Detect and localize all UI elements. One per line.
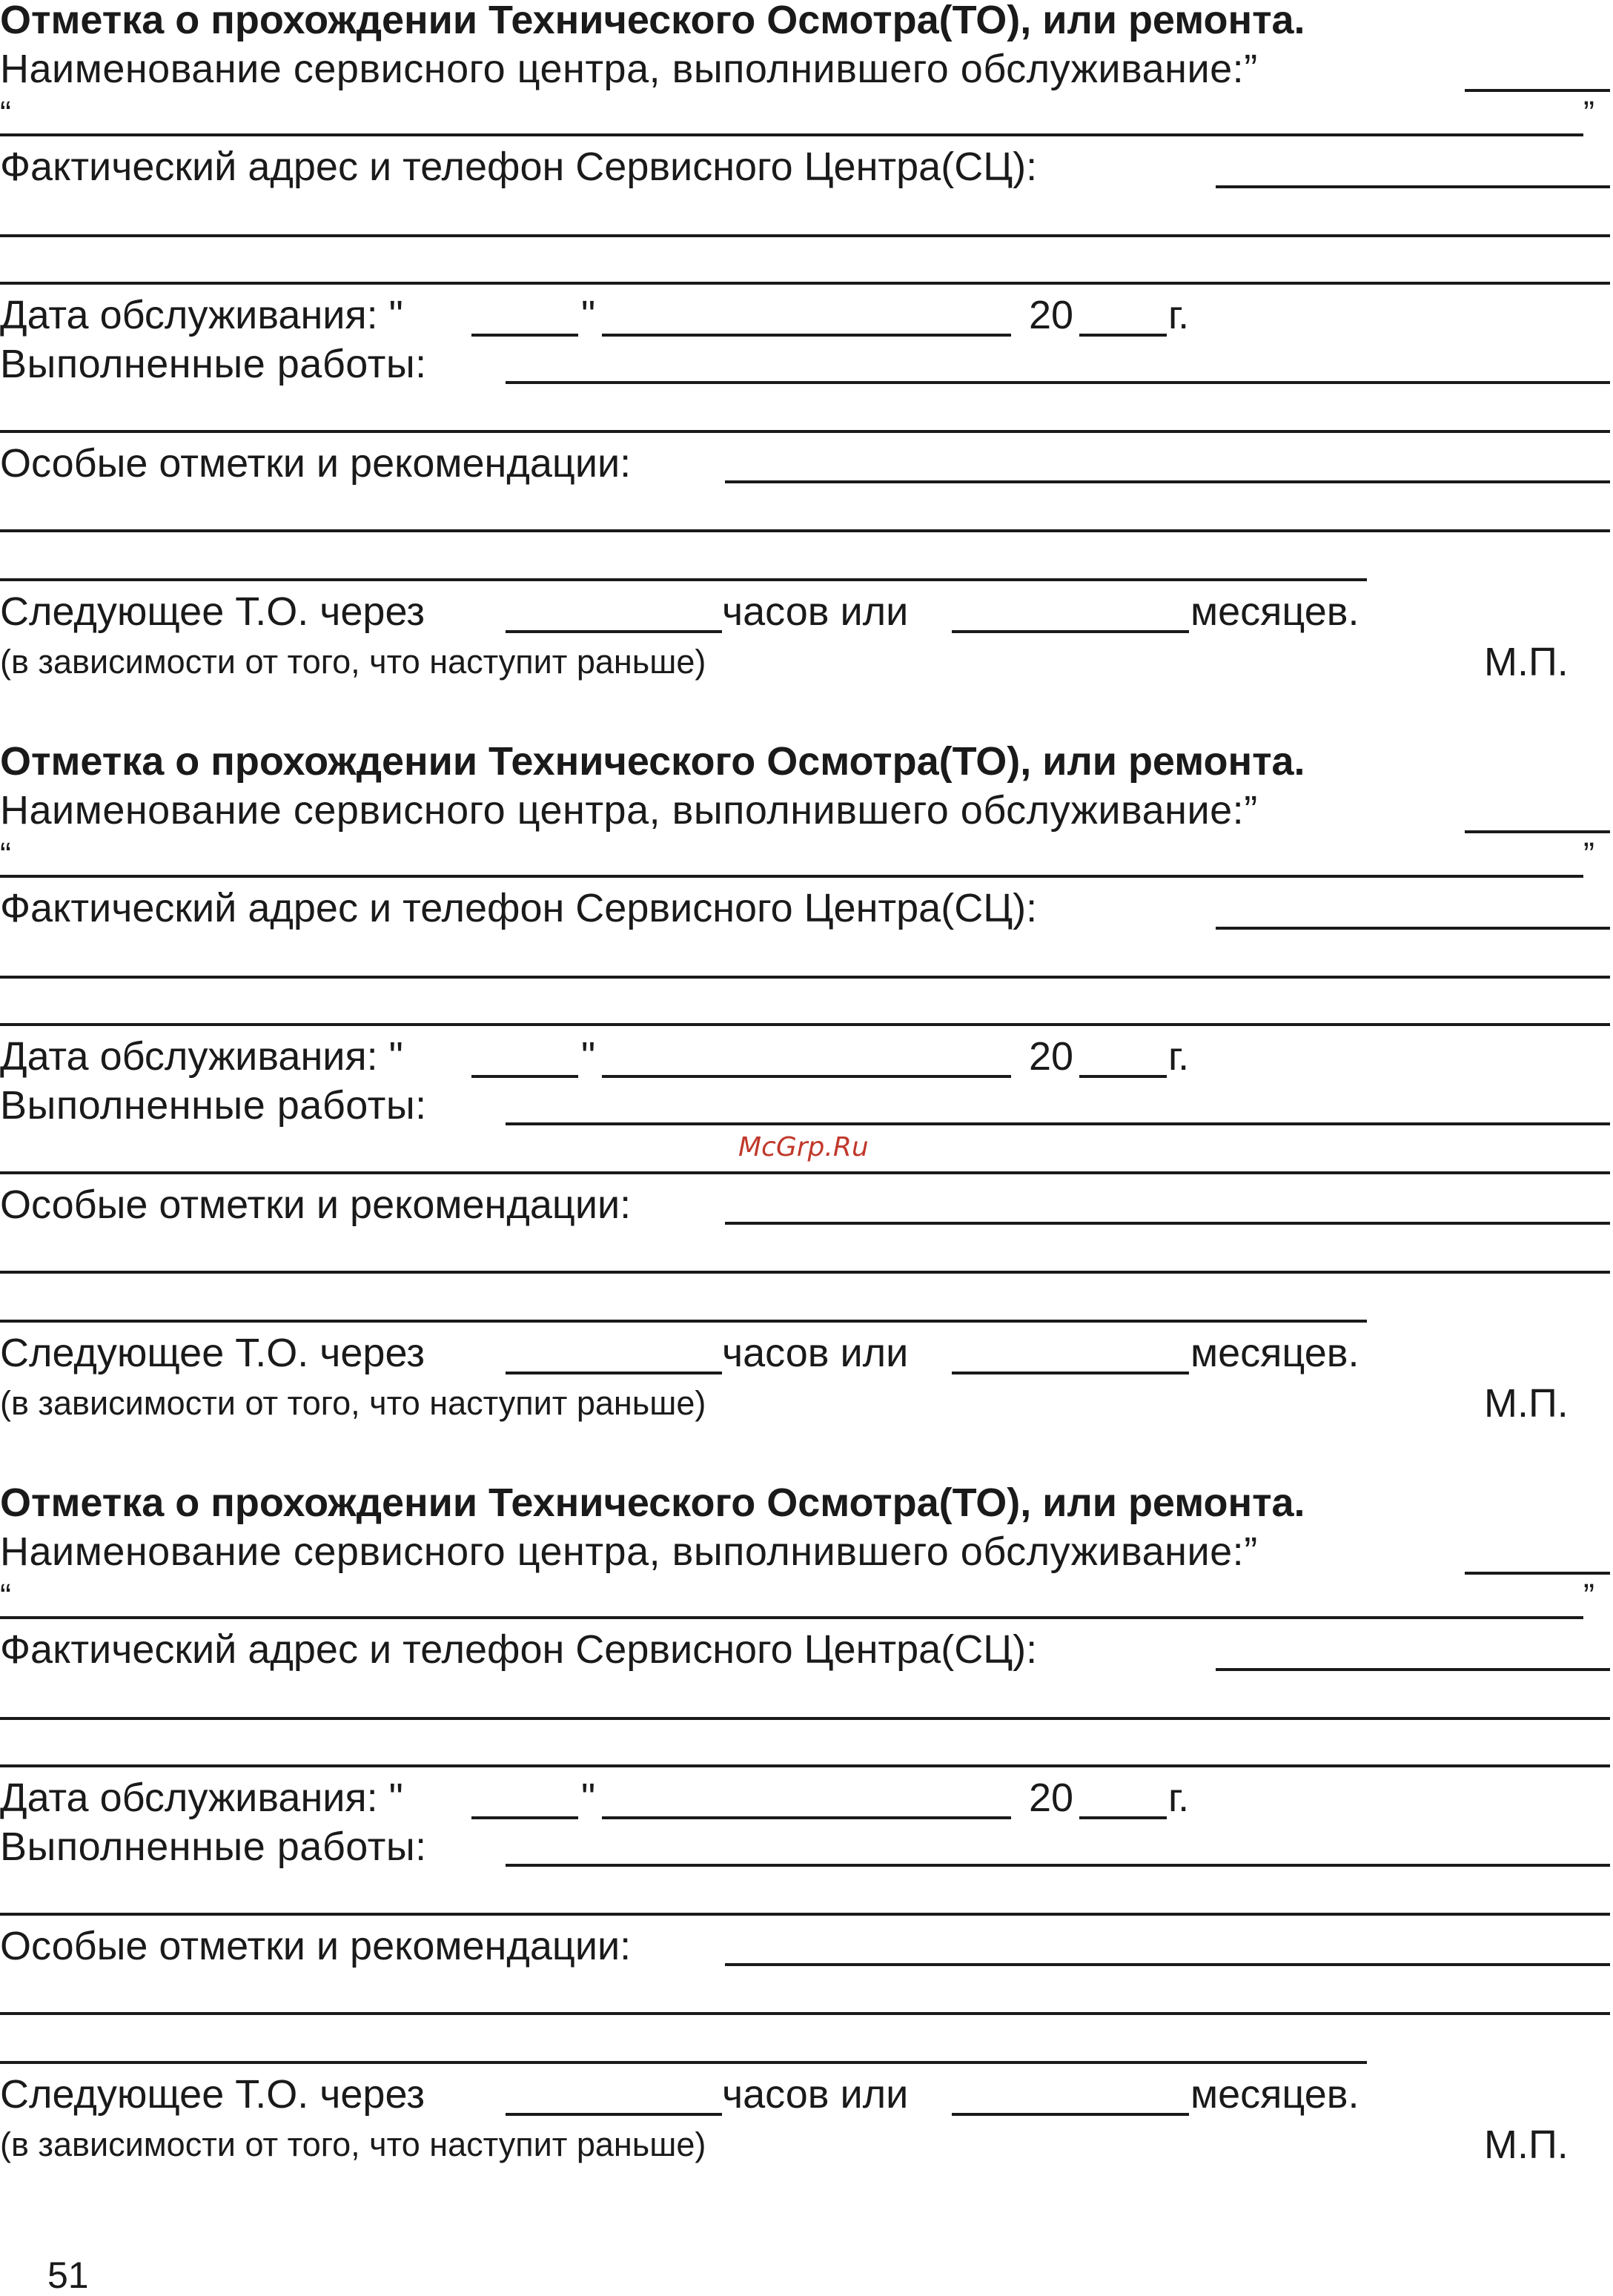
- close-quote: ”: [1583, 94, 1594, 132]
- notes-field-start[interactable]: [725, 1222, 1610, 1225]
- next-to-months-field[interactable]: [952, 1372, 1189, 1374]
- date-quote-close: ": [581, 1776, 596, 1820]
- notes-label: Особые отметки и рекомендации:: [0, 1924, 632, 1968]
- maintenance-record-block-2: [0, 741, 1613, 1483]
- open-quote: “: [0, 836, 11, 873]
- next-to-hours-field[interactable]: [506, 2113, 722, 2116]
- date-label: Дата обслуживания: ": [0, 1776, 403, 1820]
- maintenance-record-block-1: [0, 0, 1613, 741]
- address-label: Фактический адрес и телефон Сервисного Центра(СЦ):: [0, 886, 1038, 930]
- notes-field-line-3[interactable]: [0, 2061, 1367, 2064]
- date-quote-close: ": [581, 293, 596, 337]
- watermark: McGrp.Ru: [738, 1132, 869, 1162]
- year-suffix: г.: [1168, 293, 1190, 337]
- notes-field-line-2[interactable]: [0, 2012, 1610, 2015]
- works-label: Выполненные работы:: [0, 1824, 427, 1869]
- service-center-name-field-start[interactable]: [1465, 89, 1610, 92]
- works-field-line-2[interactable]: [0, 430, 1610, 433]
- date-label: Дата обслуживания: ": [0, 293, 403, 337]
- notes-label: Особые отметки и рекомендации:: [0, 441, 632, 486]
- date-quote-close: ": [581, 1034, 596, 1079]
- close-quote: ”: [1583, 836, 1594, 873]
- next-to-label: Следующее Т.О. через: [0, 589, 425, 634]
- works-label: Выполненные работы:: [0, 1083, 427, 1128]
- months-label: месяцев.: [1190, 589, 1359, 634]
- notes-field-line-2[interactable]: [0, 529, 1610, 532]
- notes-field-line-3[interactable]: [0, 1320, 1367, 1323]
- address-field-line-3[interactable]: [0, 1023, 1610, 1026]
- works-field-start[interactable]: [506, 1864, 1610, 1867]
- stamp-label: М.П.: [1484, 1381, 1569, 1426]
- notes-field-line-3[interactable]: [0, 578, 1367, 581]
- service-center-name-field[interactable]: [0, 875, 1583, 878]
- page-number: 51: [47, 2254, 89, 2296]
- address-field-line-2[interactable]: [0, 976, 1610, 979]
- address-field-line-3[interactable]: [0, 282, 1610, 285]
- open-quote: “: [0, 1577, 11, 1615]
- notes-field-line-2[interactable]: [0, 1271, 1610, 1274]
- year-suffix: г.: [1168, 1776, 1190, 1820]
- address-field-start[interactable]: [1216, 185, 1610, 188]
- open-quote: “: [0, 94, 11, 132]
- next-to-months-field[interactable]: [952, 630, 1189, 633]
- date-day-field[interactable]: [471, 334, 578, 337]
- address-label: Фактический адрес и телефон Сервисного Центра(СЦ):: [0, 145, 1038, 189]
- stamp-label: М.П.: [1484, 2123, 1569, 2167]
- service-center-name-field-start[interactable]: [1465, 1572, 1610, 1575]
- close-quote: ”: [1583, 1577, 1594, 1615]
- service-center-name-field-start[interactable]: [1465, 830, 1610, 833]
- address-field-line-2[interactable]: [0, 1717, 1610, 1720]
- hours-label: часов или: [722, 1331, 909, 1375]
- months-label: месяцев.: [1190, 1331, 1359, 1375]
- works-field-start[interactable]: [506, 1122, 1610, 1125]
- block-title: Отметка о прохождении Технического Осмотра(ТО), или ремонта.: [0, 1481, 1305, 1525]
- service-center-name-field[interactable]: [0, 133, 1583, 136]
- next-to-months-field[interactable]: [952, 2113, 1189, 2116]
- months-label: месяцев.: [1190, 2072, 1359, 2117]
- address-field-start[interactable]: [1216, 927, 1610, 930]
- works-field-line-2[interactable]: [0, 1171, 1610, 1174]
- works-label: Выполненные работы:: [0, 342, 427, 386]
- condition-note: (в зависимости от того, что наступит раньше): [0, 1384, 706, 1422]
- address-label: Фактический адрес и телефон Сервисного Центра(СЦ):: [0, 1627, 1038, 1672]
- service-center-name-label: Наименование сервисного центра, выполнившего обслуживание:”: [0, 1529, 1258, 1574]
- service-center-name-label: Наименование сервисного центра, выполнившего обслуживание:”: [0, 788, 1258, 833]
- address-field-start[interactable]: [1216, 1668, 1610, 1671]
- maintenance-record-block-3: [0, 1483, 1613, 2224]
- condition-note: (в зависимости от того, что наступит раньше): [0, 2125, 706, 2163]
- date-month-field[interactable]: [602, 1816, 1011, 1819]
- date-year-field[interactable]: [1079, 1816, 1167, 1819]
- next-to-hours-field[interactable]: [506, 630, 722, 633]
- date-day-field[interactable]: [471, 1816, 578, 1819]
- works-field-line-2[interactable]: [0, 1913, 1610, 1916]
- date-year-field[interactable]: [1079, 334, 1167, 337]
- date-day-field[interactable]: [471, 1075, 578, 1078]
- stamp-label: М.П.: [1484, 640, 1569, 684]
- notes-field-start[interactable]: [725, 1963, 1610, 1966]
- address-field-line-3[interactable]: [0, 1764, 1610, 1767]
- date-label: Дата обслуживания: ": [0, 1034, 403, 1079]
- notes-field-start[interactable]: [725, 480, 1610, 483]
- year-prefix: 20: [1029, 293, 1074, 337]
- next-to-label: Следующее Т.О. через: [0, 2072, 425, 2117]
- works-field-start[interactable]: [506, 381, 1610, 384]
- hours-label: часов или: [722, 2072, 909, 2117]
- block-title: Отметка о прохождении Технического Осмотра(ТО), или ремонта.: [0, 0, 1305, 42]
- hours-label: часов или: [722, 589, 909, 634]
- date-year-field[interactable]: [1079, 1075, 1167, 1078]
- block-title: Отметка о прохождении Технического Осмотра(ТО), или ремонта.: [0, 739, 1305, 784]
- next-to-label: Следующее Т.О. через: [0, 1331, 425, 1375]
- date-month-field[interactable]: [602, 1075, 1011, 1078]
- year-suffix: г.: [1168, 1034, 1190, 1079]
- year-prefix: 20: [1029, 1776, 1074, 1820]
- service-center-name-label: Наименование сервисного центра, выполнившего обслуживание:”: [0, 47, 1258, 91]
- condition-note: (в зависимости от того, что наступит раньше): [0, 643, 706, 681]
- next-to-hours-field[interactable]: [506, 1372, 722, 1374]
- year-prefix: 20: [1029, 1034, 1074, 1079]
- service-center-name-field[interactable]: [0, 1616, 1583, 1619]
- address-field-line-2[interactable]: [0, 234, 1610, 237]
- date-month-field[interactable]: [602, 334, 1011, 337]
- notes-label: Особые отметки и рекомендации:: [0, 1182, 632, 1227]
